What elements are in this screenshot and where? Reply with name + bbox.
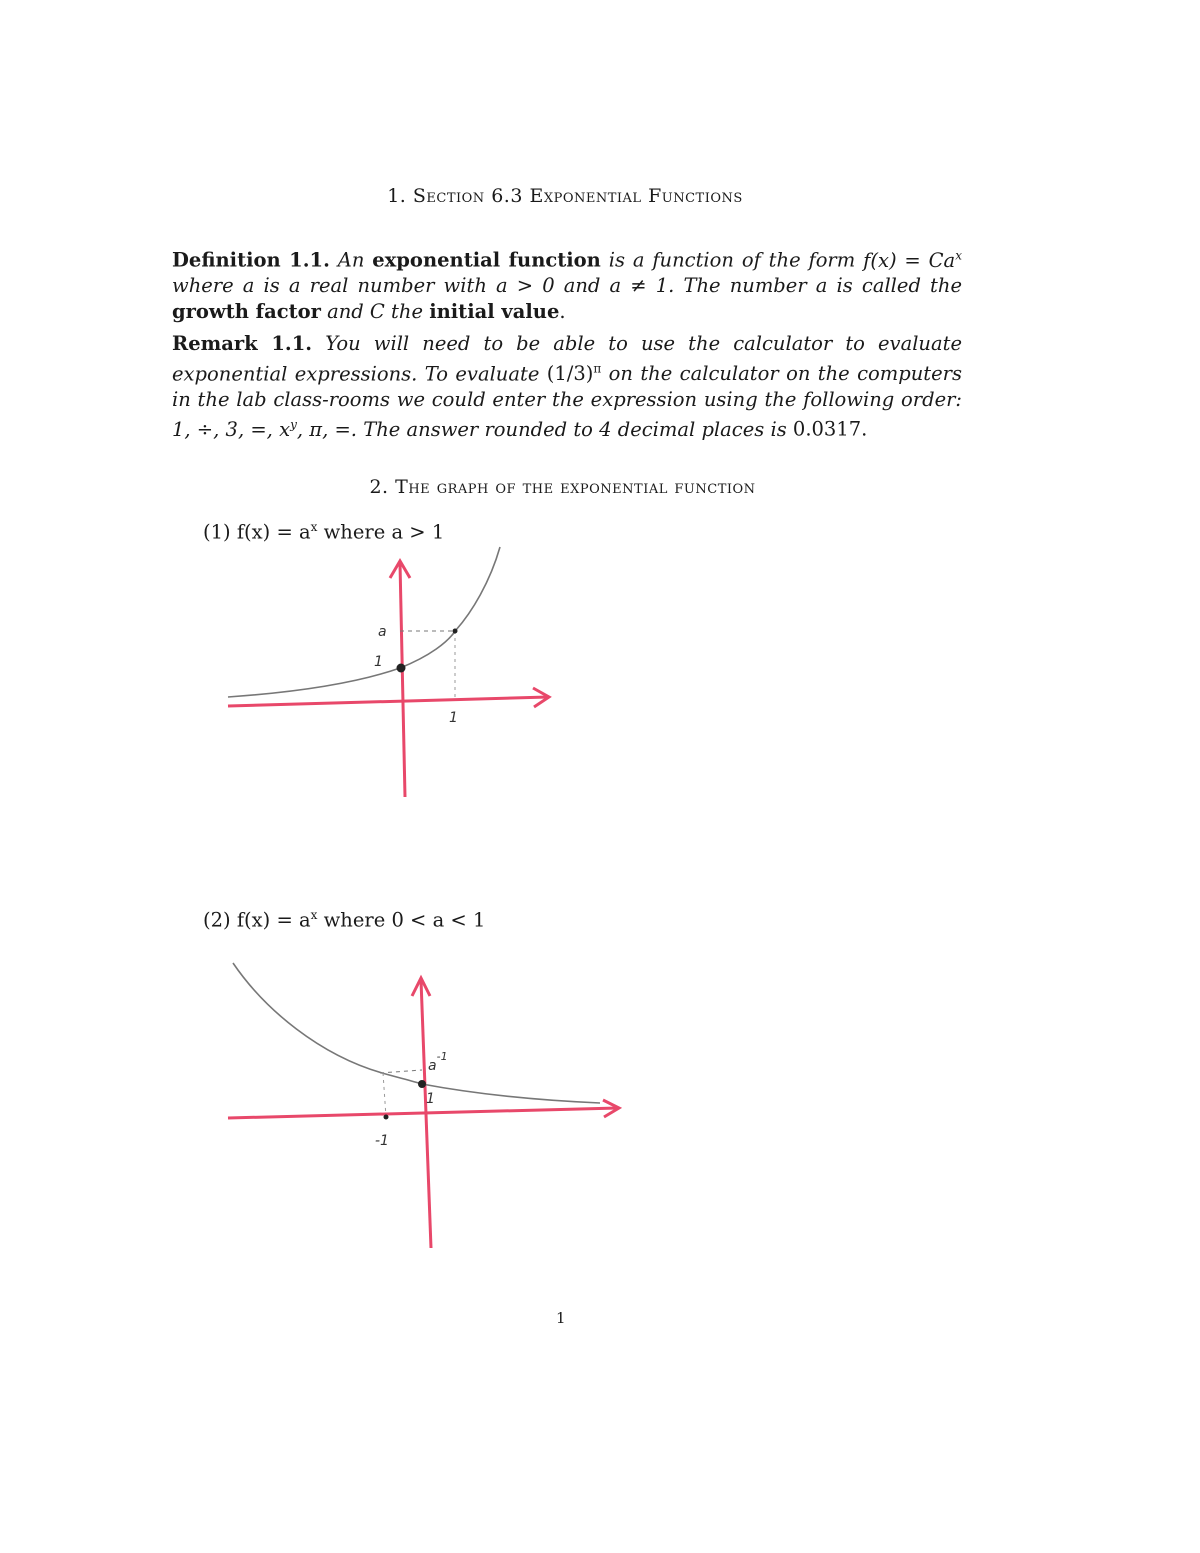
remark-text-1: You will need to be able to use the calculator to evaluate exponential expressions. To evaluate <box>172 332 962 385</box>
graph-2-label: (2) $f(x) = a^x$ where 0 < a < 1 <box>203 908 486 932</box>
definition-term: exponential function <box>372 248 601 272</box>
definition-text-5: . <box>559 299 566 323</box>
definition-initial-value: initial value <box>429 299 560 323</box>
graph-2-point-neg1 <box>384 1115 389 1120</box>
remark-expression: $(1/3)^\pi$ <box>546 361 602 385</box>
graph-1-mark-1-x: 1 <box>449 710 458 726</box>
definition-text-1: An <box>337 248 365 272</box>
definition-text-3: where a is a real number with a > 0 and a ≠ 1. The number a is called the <box>172 274 962 297</box>
graph-2-point-y-intercept <box>418 1080 426 1088</box>
section-2-heading: The graph of the exponential function <box>395 476 756 498</box>
graph-1-mark-1-y: 1 <box>374 654 383 670</box>
graph-2-mark-1-y: 1 <box>426 1091 435 1107</box>
graph-1-mark-a: a <box>378 624 387 640</box>
definition-label: Definition 1.1. <box>172 248 330 272</box>
graph-2-mark-a-inverse: $a^{-1}$ <box>428 1050 448 1074</box>
remark-text-4: . <box>861 417 868 441</box>
remark-answer: 0.0317 <box>792 417 862 441</box>
section-1-heading: Section 6.3 Exponential Functions <box>412 185 743 207</box>
graph-1-label: (1) $f(x) = a^x$ where a > 1 <box>203 520 445 544</box>
definition-text-4: and C the <box>327 299 423 323</box>
section-2-number: 2. <box>369 476 389 498</box>
definition-formula: $f(x) = Ca^x$ <box>863 248 962 272</box>
graph-2-guide-vertical <box>383 1073 386 1117</box>
section-1-number: 1. <box>387 185 407 207</box>
graph-2-x-axis <box>228 1100 619 1118</box>
graph-2-guide-horizontal <box>380 1070 422 1073</box>
remark-text-2: on the calculator on the computers in the lab class-rooms we could enter the expression using the following order: 1, ÷, 3, =, $x^y$, π, =. The answer rounded to 4 decimal places is <box>172 362 962 441</box>
page-number: 1 <box>556 1309 566 1327</box>
remark-label: Remark 1.1. <box>172 332 313 355</box>
definition-text-2: is a function of the form <box>608 248 856 272</box>
graph-2-mark-neg1-x: -1 <box>375 1133 389 1149</box>
definition-growth-factor: growth factor <box>172 299 321 323</box>
